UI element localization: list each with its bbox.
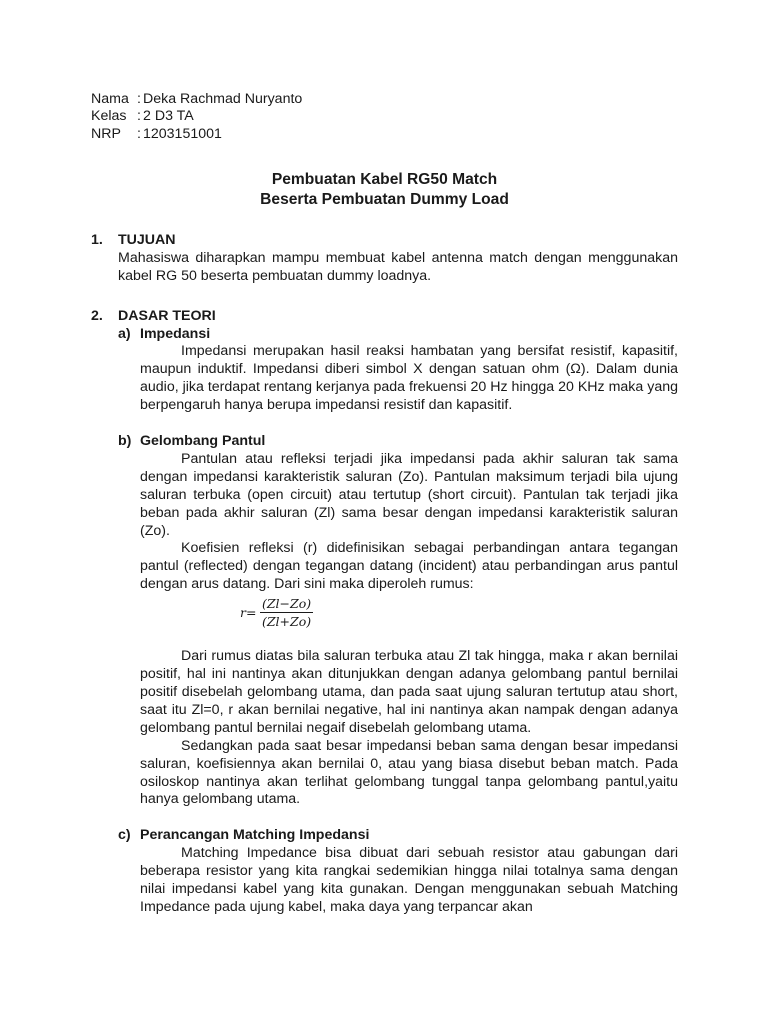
formula-denominator: (Zl+Zo) (262, 614, 312, 630)
formula-numerator: (Zl−Zo) (262, 596, 312, 612)
subsection-b-paragraph-2: Koefisien refleksi (r) didefinisikan sebagai perbandingan antara tegangan pantul (reflected) dengan tegangan datang (incident) atau perbandingan arus pantul dengan arus datang. Dari sini maka diperoleh rumus: (140, 540, 678, 593)
subsection-b-title: Gelombang Pantul (140, 433, 266, 450)
formula-lhs: r= (240, 605, 257, 621)
subsection-c-heading (118, 827, 678, 845)
student-name-row (91, 91, 678, 108)
nrp-label: NRP (91, 125, 121, 142)
subsection-a-paragraph-1: Impedansi merupakan hasil reaksi hambatan yang bersifat resistif, kapasitif, maupun induktif. Impedansi diberi simbol X dengan satuan ohm (Ω). Dalam dunia audio, jika terdapat rentang kerjanya pada frekuensi 20 Hz hingga 20 KHz maka yang berpengaruh hanya berupa impedansi resistif dan kapasitif. (140, 343, 678, 414)
section-1-title: TUJUAN (118, 231, 176, 248)
student-class-row (91, 108, 678, 125)
section-1-number: 1. (91, 231, 103, 248)
subsection-b-heading (118, 433, 678, 451)
name-label: Nama (91, 91, 129, 107)
section-2-number: 2. (91, 307, 103, 324)
student-nrp-row (91, 126, 678, 143)
subsection-b-paragraph-1: Pantulan atau refleksi terjadi jika impedansi pada akhir saluran tak sama dengan impedansi karakteristik saluran (Zo). Pantulan maksimum terjadi bila ujung saluran terbuka (open circuit) atau tertutup (short circuit). Pantulan tak terjadi jika beban pada akhir saluran (Zl) sama besar dengan impedansi karakteristik saluran (Zo). (140, 450, 678, 539)
document-title (91, 170, 678, 210)
section-2-heading (91, 308, 678, 326)
name-separator: : (137, 91, 141, 107)
subsection-c-paragraph-1: Matching Impedance bisa dibuat dari sebuah resistor atau gabungan dari beberapa resistor yang kita rangkai sedemikian hingga nilai totalnya sama dengan nilai impedansi kabel yang kita gunakan. Dengan menggunakan sebuah Matching Impedance pada ujung kabel, maka daya yang terpancar akan (140, 845, 678, 915)
section-1-body (118, 250, 678, 286)
subsection-c-title: Perancangan Matching Impedansi (140, 827, 370, 844)
formula-fraction (260, 596, 313, 629)
section-1-heading (91, 232, 678, 250)
subsection-c-body (140, 845, 678, 917)
subsection-a-title: Impedansi (140, 325, 211, 342)
title-line-1: Pembuatan Kabel RG50 Match (271, 170, 498, 188)
class-label: Kelas (91, 108, 127, 125)
subsection-a-body (140, 343, 678, 415)
subsection-a-letter: a) (118, 325, 131, 342)
subsection-a-heading (118, 326, 678, 344)
formula-fraction-bar (260, 612, 313, 613)
section-1-text: Mahasiswa diharapkan mampu membuat kabel antenna match dengan menggunakan kabel RG 50 beserta pembuatan dummy loadnya. (118, 249, 678, 284)
reflection-coefficient-formula (240, 596, 678, 630)
title-line-2: Beserta Pembuatan Dummy Load (260, 190, 509, 208)
subsection-b-paragraph-3: Dari rumus diatas bila saluran terbuka atau Zl tak hingga, maka r akan bernilai positif, hal ini nantinya akan ditunjukkan dengan adanya gelombang pantul bernilai positif disebelah gelombang utama, dan pada saat ujung saluran tertutup atau short, saat itu Zl=0, r akan bernilai negative, hal ini nantinya akan nampak dengan adanya gelombang pantul bernilai negaif disebelah gelombang utama. (140, 648, 678, 736)
name-value: Deka Rachmad Nuryanto (143, 91, 303, 107)
subsection-b-letter: b) (118, 433, 132, 450)
subsection-b-paragraph-4: Sedangkan pada saat besar impedansi beban sama dengan besar impedansi saluran, koefisiennya akan bernilai 0, atau yang biasa disebut beban match. Pada osiloskop nantinya akan terlihat gelombang tunggal tanpa gelombang pantul,yaitu hanya gelombang utama. (140, 737, 678, 808)
subsection-c-letter: c) (118, 827, 131, 844)
section-2-title: DASAR TEORI (118, 307, 216, 324)
class-separator: : (137, 108, 141, 125)
class-value: 2 D3 TA (143, 108, 194, 125)
student-info (91, 91, 678, 143)
nrp-value: 1203151001 (143, 125, 222, 142)
nrp-separator: : (137, 125, 141, 142)
subsection-b-body (140, 451, 678, 809)
